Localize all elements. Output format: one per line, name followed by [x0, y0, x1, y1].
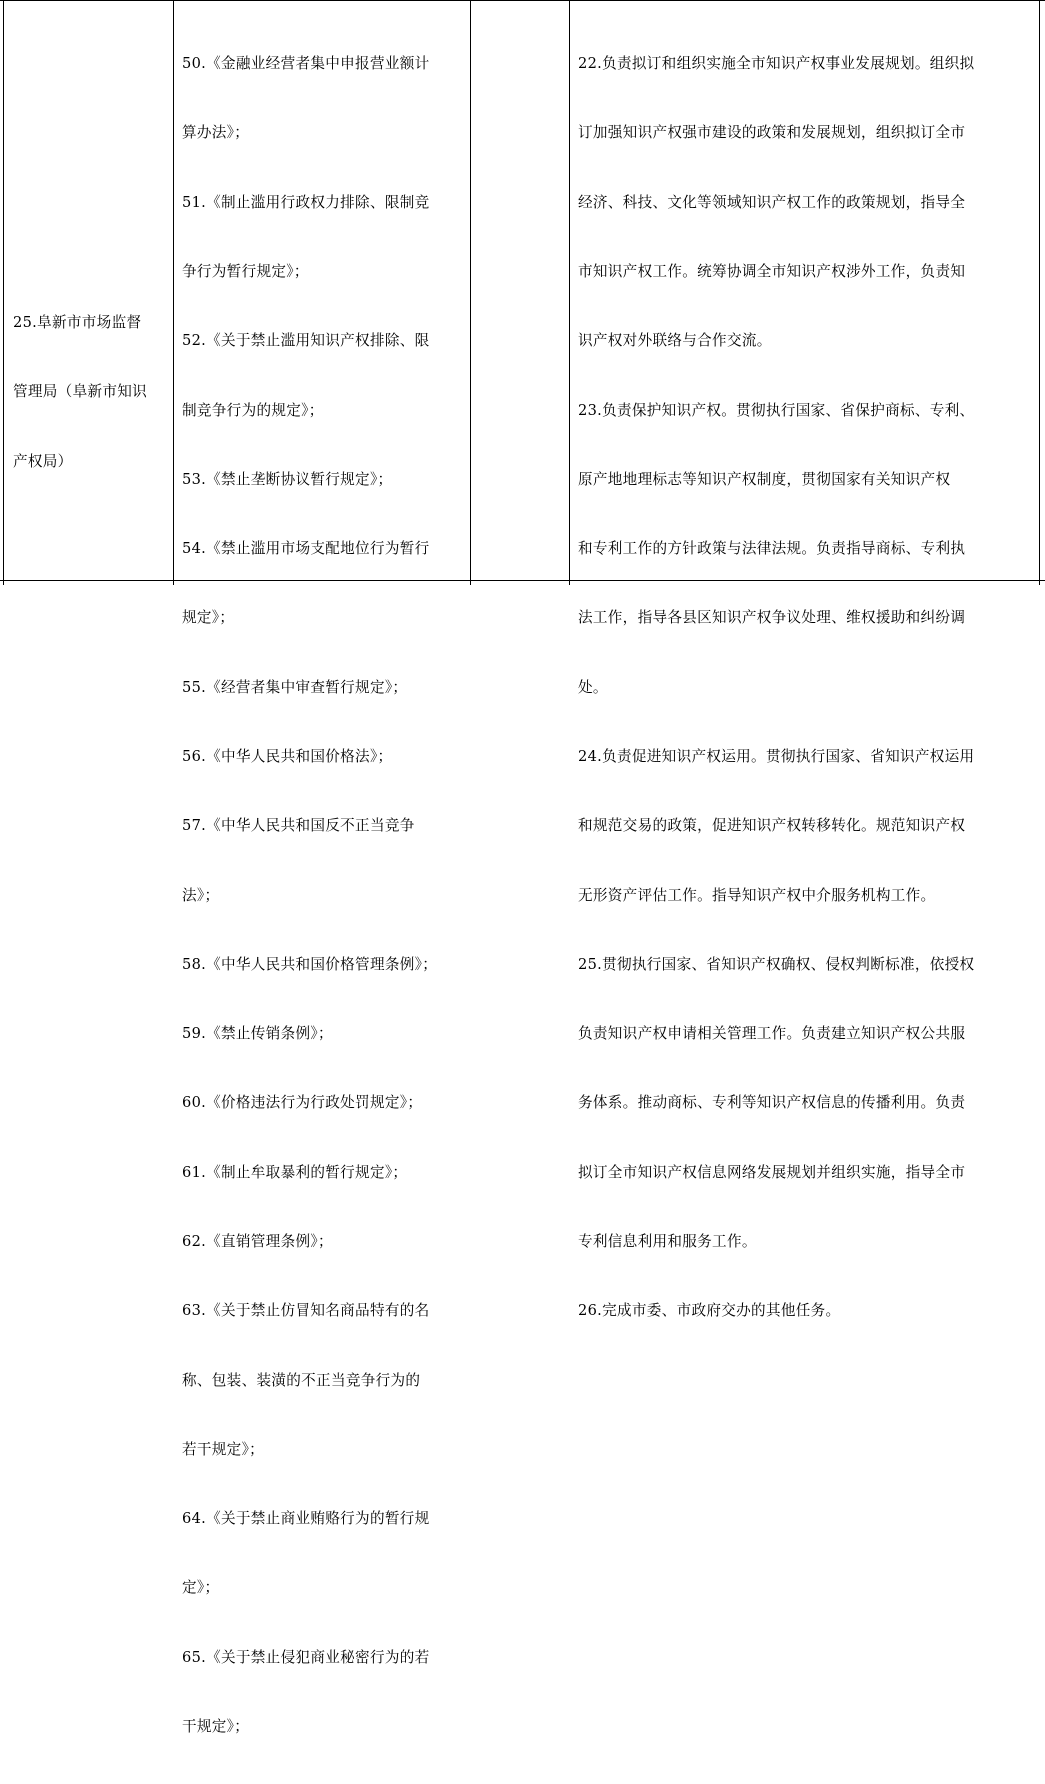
law-line: 61.《制止牟取暴利的暂行规定》； — [182, 1163, 408, 1181]
law-line: 52.《关于禁止滥用知识产权排除、限 — [182, 332, 430, 350]
law-line: 54.《禁止滥用市场支配地位行为暂行 — [182, 540, 430, 558]
duty-line: 处。 — [578, 678, 608, 696]
duty-line: 拟订全市知识产权信息网络发展规划并组织实施，指导全市 — [578, 1163, 966, 1181]
law-line: 制竞争行为的规定》； — [182, 401, 324, 419]
duty-line: 法工作，指导各县区知识产权争议处理、维权援助和纠纷调 — [578, 609, 966, 627]
duties-cell — [578, 6, 974, 1369]
duty-line: 和专利工作的方针政策与法律法规。负责指导商标、专利执 — [578, 540, 966, 558]
table-right-border — [1039, 0, 1040, 585]
duty-line: 25.贯彻执行国家、省知识产权确权、侵权判断标准，依授权 — [578, 955, 975, 973]
law-line: 63.《关于禁止仿冒知名商品特有的名 — [182, 1302, 430, 1320]
table-left-border — [3, 0, 4, 585]
law-line: 干规定》； — [182, 1717, 250, 1735]
law-line: 若干规定》； — [182, 1440, 265, 1458]
duty-line: 经济、科技、文化等领域知识产权工作的政策规划，指导全 — [578, 193, 966, 211]
law-line: 争行为暂行规定》； — [182, 263, 309, 281]
department-line: 管理局（阜新市知识 — [13, 383, 148, 401]
law-line: 59.《禁止传销条例》； — [182, 1025, 333, 1043]
table-top-border — [0, 0, 1045, 1]
duty-line: 务体系。推动商标、专利等知识产权信息的传播利用。负责 — [578, 1094, 966, 1112]
law-line: 定》； — [182, 1579, 220, 1597]
duty-line: 专利信息利用和服务工作。 — [578, 1232, 757, 1250]
law-line: 称、包装、装潢的不正当竞争行为的 — [182, 1371, 421, 1389]
duty-line: 负责知识产权申请相关管理工作。负责建立知识产权公共服 — [578, 1025, 966, 1043]
laws-list-cell — [182, 6, 437, 1784]
law-line: 55.《经营者集中审查暂行规定》； — [182, 678, 408, 696]
duty-line: 23.负责保护知识产权。贯彻执行国家、省保护商标、专利、 — [578, 401, 975, 419]
law-line: 60.《价格违法行为行政处罚规定》； — [182, 1094, 423, 1112]
law-line: 51.《制止滥用行政权力排除、限制竞 — [182, 193, 430, 211]
duty-line: 识产权对外联络与合作交流。 — [578, 332, 772, 350]
law-line: 法》； — [182, 886, 220, 904]
department-line: 25.阜新市市场监督 — [13, 314, 142, 332]
law-line: 规定》； — [182, 609, 235, 627]
column-divider-3 — [569, 0, 570, 585]
duty-line: 和规范交易的政策，促进知识产权转移转化。规范知识产权 — [578, 817, 966, 835]
law-line: 56.《中华人民共和国价格法》； — [182, 748, 393, 765]
law-line: 50.《金融业经营者集中申报营业额计 — [182, 55, 430, 73]
duty-line: 原产地地理标志等知识产权制度，贯彻国家有关知识产权 — [578, 470, 951, 488]
column-divider-2 — [470, 0, 471, 585]
law-line: 62.《直销管理条例》； — [182, 1232, 333, 1250]
law-line: 65.《关于禁止侵犯商业秘密行为的若 — [182, 1648, 430, 1666]
law-line: 算办法》； — [182, 124, 250, 142]
duty-line: 无形资产评估工作。指导知识产权中介服务机构工作。 — [578, 886, 936, 904]
law-line: 57.《中华人民共和国反不正当竞争 — [182, 817, 415, 835]
column-divider-1 — [173, 0, 174, 585]
law-line: 64.《关于禁止商业贿赂行为的暂行规 — [182, 1510, 430, 1528]
department-line: 产权局） — [13, 452, 73, 470]
duty-line: 22.负责拟订和组织实施全市知识产权事业发展规划。组织拟 — [578, 55, 975, 73]
duty-line: 26.完成市委、市政府交办的其他任务。 — [578, 1302, 841, 1320]
duty-line: 24.负责促进知识产权运用。贯彻执行国家、省知识产权运用 — [578, 748, 975, 765]
duty-line: 市知识产权工作。统筹协调全市知识产权涉外工作，负责知 — [578, 263, 966, 281]
duty-line: 订加强知识产权强市建设的政策和发展规划，组织拟订全市 — [578, 124, 966, 142]
department-name-cell — [13, 265, 147, 519]
law-line: 53.《禁止垄断协议暂行规定》； — [182, 470, 393, 488]
law-line: 58.《中华人民共和国价格管理条例》； — [182, 955, 438, 973]
